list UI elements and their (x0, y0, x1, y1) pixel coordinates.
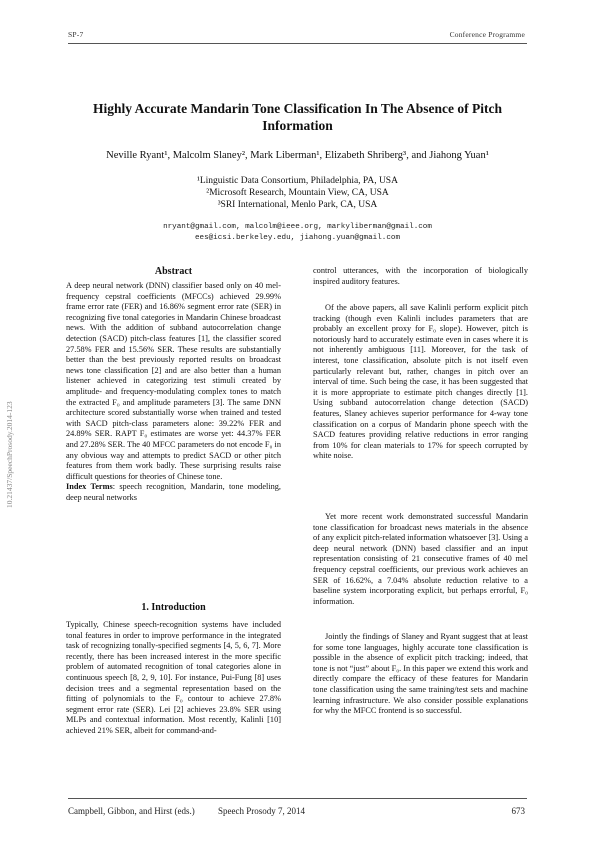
email-line-2: ees@icsi.berkeley.edu, jiahong.yuan@gmail.com (194, 234, 401, 242)
paper-title: Highly Accurate Mandarin Tone Classification In The Absence of Pitch Information (93, 101, 502, 133)
right-column-paragraph-3: Yet more recent work demonstrated successful Mandarin tone classification for broadcast news materials in the absence of any explicit pitch-related information whatsoever [3]. Using a deep neural network (DNN) based classifier and an input representation consisting of 21 consecutive frames of 40 mel frequency cepstral coefficients, our previous work achieves an SER of 16.62%, a 7.04% absolute reduction relative to a baseline system incorporating explicit, but perhaps errorful, F₀ information. (313, 512, 528, 606)
email-list (68, 222, 527, 244)
doi-side-label: 10.21437/SpeechProsody.2014-123 (5, 401, 14, 508)
index-terms-text: : speech recognition, Mandarin, tone modeling, deep neural networks (66, 482, 281, 502)
author-list: Neville Ryant¹, Malcolm Slaney², Mark Liberman¹, Elizabeth Shriberg³, and Jiahong Yuan¹ (106, 150, 489, 161)
index-terms (66, 482, 281, 503)
right-column-paragraph-1: control utterances, with the incorporation of biologically inspired auditory features. (313, 266, 528, 286)
running-header-right: Conference Programme (449, 30, 525, 39)
introduction-body (66, 620, 281, 737)
footer-conference: Speech Prosody 7, 2014 (218, 806, 305, 816)
running-header-left: SP-7 (68, 30, 84, 39)
right-column-paragraph-4: Jointly the findings of Slaney and Ryant suggest that at least for some tone languages, highly accurate tone classification is possible in the absence of explicit pitch tracking; indeed, that tone is not “just” about F₀. In this paper we extend this work and directly compare the efficacy of these features for Mandarin tone classification using the same training/test sets and machine learning infrastructure. We also consider possible explanations for why the MFCC frontend is so successful. (313, 632, 528, 716)
email-line-1: nryant@gmail.com, malcolm@ieee.org, markyliberman@gmail.com (163, 223, 432, 231)
abstract-body (66, 281, 281, 503)
introduction-heading: 1. Introduction (141, 602, 206, 613)
index-terms-label: Index Terms (66, 482, 113, 492)
affiliation-2: ²Microsoft Research, Mountain View, CA, USA (206, 188, 389, 198)
affiliations (68, 175, 527, 211)
abstract-heading: Abstract (154, 266, 193, 277)
affiliation-3: ³SRI International, Menlo Park, CA, USA (217, 200, 378, 210)
header-rule (68, 43, 527, 44)
right-column-paragraph-2: Of the above papers, all save Kalinli perform explicit pitch tracking (though even Kalinli includes parameters that are probably an excellent proxy for F₀ slope). However, pitch is notoriously hard to accurately estimate even in cases where it is not inherently ambiguous [11]. Moreover, for the task of interest, tone classification, absolute pitch is not itself even particularly relevant but, rather, changes in pitch over an interval of time. Such being the case, it has been suggested that it is more appropriate to estimate pitch changes directly [1]. Using subband autocorrelation change detection (SACD) features, Slaney achieves superior performance for 4-way tone classification on a corpus of Mandarin phone speech with the SACD features providing relative reductions in error ranging from 10% for clean materials to 17% for speech corrupted by white noise. (313, 303, 528, 461)
intro-paragraph: Typically, Chinese speech-recognition systems have included tonal features in order to improve performance in the integrated task of recognizing tonally-specified segments [4, 5, 6, 7]. More recently, there has been increased interest in the more specific problem of automated recognition of tonal categories alone in continuous speech [8, 2, 9, 10]. For instance, Pui-Fung [8] uses decision trees and a segmental representation based on the fitting of polynomials to the F₀ contour to achieve 27.8% segment error rate (SER). Lei [2] achieves 23.8% SER using MLPs and contextual information. Most recently, Kalinli [10] achieved 21% SER, albeit for command-and- (66, 620, 281, 735)
affiliation-1: ¹Linguistic Data Consortium, Philadelphia, PA, USA (197, 176, 398, 186)
abstract-text: A deep neural network (DNN) classifier based only on 40 mel-frequency cepstral coefficients (MFCCs) achieved 29.99% frame error rate (FER) and 16.86% segment error rate (SER) in recognizing five tonal categories in Mandarin Chinese broadcast news. With the addition of subband autocorrelation change detection (SACD) pitch-class features [1], the classifier scored 27.58% FER and 15.56% SER. These results are substantially better than the best previously reported results on broadcast news tone classification [2] and are also better than a human listener achieved in categorizing test stimuli created by amplitude- and frequency-modulating complex tones to match the extracted F₀ and amplitude parameters [3]. The same DNN architecture scored substantially worse when trained and tested with SACD pitch-class parameters alone: 39.22% FER and 24.89% SER. RAPT F₀ estimates are worse yet: 44.37% FER and 27.28% SER. The 40 MFCC parameters do not encode F₀ in any obvious way and attempts to predict SACD or other pitch features from them work badly. These surprising results raise difficult questions for theories of Chinese tone. (66, 281, 281, 481)
footer-rule (68, 798, 527, 799)
page-number: 673 (511, 806, 525, 816)
footer-editors: Campbell, Gibbon, and Hirst (eds.) (68, 806, 195, 816)
